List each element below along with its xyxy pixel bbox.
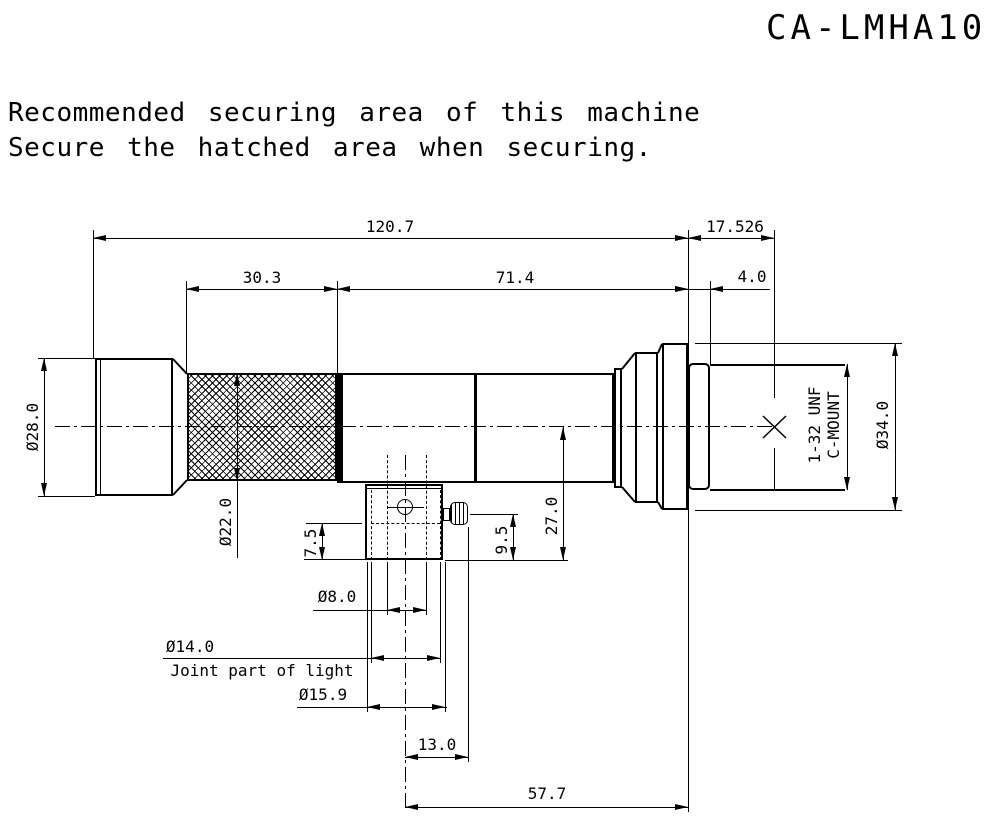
arrowhead	[93, 235, 106, 241]
extension-line	[186, 281, 187, 373]
extension-line	[774, 448, 775, 490]
extension-line	[237, 373, 238, 558]
dim-overall-length: 120.7	[365, 217, 415, 236]
arrowhead	[234, 468, 240, 481]
dim-securing-diameter: Ø22.0	[216, 497, 235, 547]
front-barrel	[95, 358, 173, 496]
dim-flange-back: 17.526	[706, 217, 764, 236]
dimension-line	[186, 289, 337, 290]
arrowhead	[675, 286, 688, 292]
arrowhead	[675, 804, 688, 810]
dimension-line	[304, 559, 365, 560]
arrowhead	[405, 804, 418, 810]
extension-line	[44, 358, 45, 496]
extension-line	[563, 427, 564, 560]
block-top-line	[365, 488, 443, 489]
arrowhead	[688, 235, 701, 241]
extension-line	[847, 364, 848, 490]
dim-ring-width: 4.0	[737, 267, 767, 286]
arrowhead	[432, 704, 445, 710]
note-line-2: Secure the hatched area when securing.	[8, 133, 652, 163]
dimension-line	[405, 807, 688, 808]
extension-line	[774, 230, 775, 398]
dim-axis-to-bottom: 27.0	[542, 496, 561, 536]
extension-line	[337, 281, 338, 373]
body-section-edge	[337, 373, 341, 483]
dimension-line	[313, 610, 426, 611]
note-line-1: Recommended securing area of this machine	[8, 98, 701, 128]
dimension-line	[38, 496, 95, 497]
arrowhead	[337, 286, 350, 292]
dim-screw-to-bottom: 9.5	[492, 525, 511, 555]
arrowhead	[844, 364, 850, 377]
model-number: CA-LMHA10	[766, 8, 987, 48]
extension-line	[688, 230, 689, 812]
dim-flange-diameter: Ø34.0	[873, 400, 892, 450]
optical-axis-centerline	[55, 426, 774, 427]
arrowhead	[387, 607, 400, 613]
extension-line	[367, 562, 368, 712]
dimension-line	[38, 358, 95, 359]
dim-body-length: 71.4	[495, 268, 535, 287]
thread-spec-line-2: C-MOUNT	[824, 391, 843, 459]
extension-line	[710, 281, 711, 364]
thumbscrew-head	[450, 502, 468, 525]
dim-front-diameter: Ø28.0	[23, 402, 42, 452]
arrowhead	[892, 497, 898, 510]
thumbscrew-stem	[443, 508, 450, 521]
step-ring	[614, 368, 622, 488]
extension-line	[371, 562, 372, 663]
dim-hole-diameter: Ø8.0	[317, 587, 357, 606]
extension-line	[426, 562, 427, 615]
thread-spec-line-1: 1-32 UNF	[805, 386, 824, 464]
dimension-line	[695, 343, 902, 344]
dimension-line	[306, 523, 362, 524]
arrowhead	[427, 655, 440, 661]
dimension-line	[163, 658, 440, 659]
extension-line	[93, 230, 94, 358]
rear-ring	[635, 352, 658, 503]
arrowhead	[413, 607, 426, 613]
arrowhead	[675, 235, 688, 241]
front-barrel-edge-line	[100, 358, 101, 496]
main-body	[341, 373, 614, 483]
arrowhead	[560, 547, 566, 560]
screw-crosshair	[388, 507, 424, 508]
hidden-line	[426, 455, 427, 560]
arrowhead	[710, 286, 723, 292]
dim-axis-to-flange: 57.7	[527, 784, 567, 803]
joint-part-label: Joint part of light	[170, 661, 354, 680]
arrowhead	[367, 704, 380, 710]
dimension-line	[676, 289, 770, 290]
hidden-line	[440, 490, 441, 560]
dimension-line	[445, 560, 568, 561]
arrowhead	[405, 754, 418, 760]
arrowhead	[234, 373, 240, 386]
arrowhead	[186, 286, 199, 292]
extension-line	[440, 562, 441, 663]
dim-step-height: 7.5	[301, 528, 320, 558]
arrowhead	[560, 427, 566, 440]
dim-screw-offset: 13.0	[417, 735, 457, 754]
hidden-line	[371, 523, 440, 524]
dimension-line	[337, 289, 688, 290]
extension-line	[445, 562, 446, 712]
dim-securing-length: 30.3	[242, 268, 282, 287]
dimension-line	[695, 510, 902, 511]
thread-barrel-top	[710, 364, 845, 366]
arrowhead	[455, 754, 468, 760]
arrowhead	[41, 483, 47, 496]
arrowhead	[41, 358, 47, 371]
arrowhead	[892, 343, 898, 356]
securing-hatch-area	[187, 373, 337, 481]
arrowhead	[844, 477, 850, 490]
hidden-line	[387, 455, 388, 560]
dim-outer-diameter: Ø15.9	[298, 685, 348, 704]
image-plane-marker	[763, 416, 786, 438]
thread-barrel-bottom	[710, 489, 845, 491]
arrowhead	[324, 286, 337, 292]
extension-line	[895, 343, 896, 510]
dim-joint-diameter: Ø14.0	[165, 637, 215, 656]
arrowhead	[371, 655, 384, 661]
extension-line	[468, 527, 469, 762]
body-section-edge	[474, 373, 477, 483]
light-joint-block	[365, 484, 443, 560]
hidden-line	[371, 490, 372, 560]
dimension-line	[93, 238, 688, 239]
